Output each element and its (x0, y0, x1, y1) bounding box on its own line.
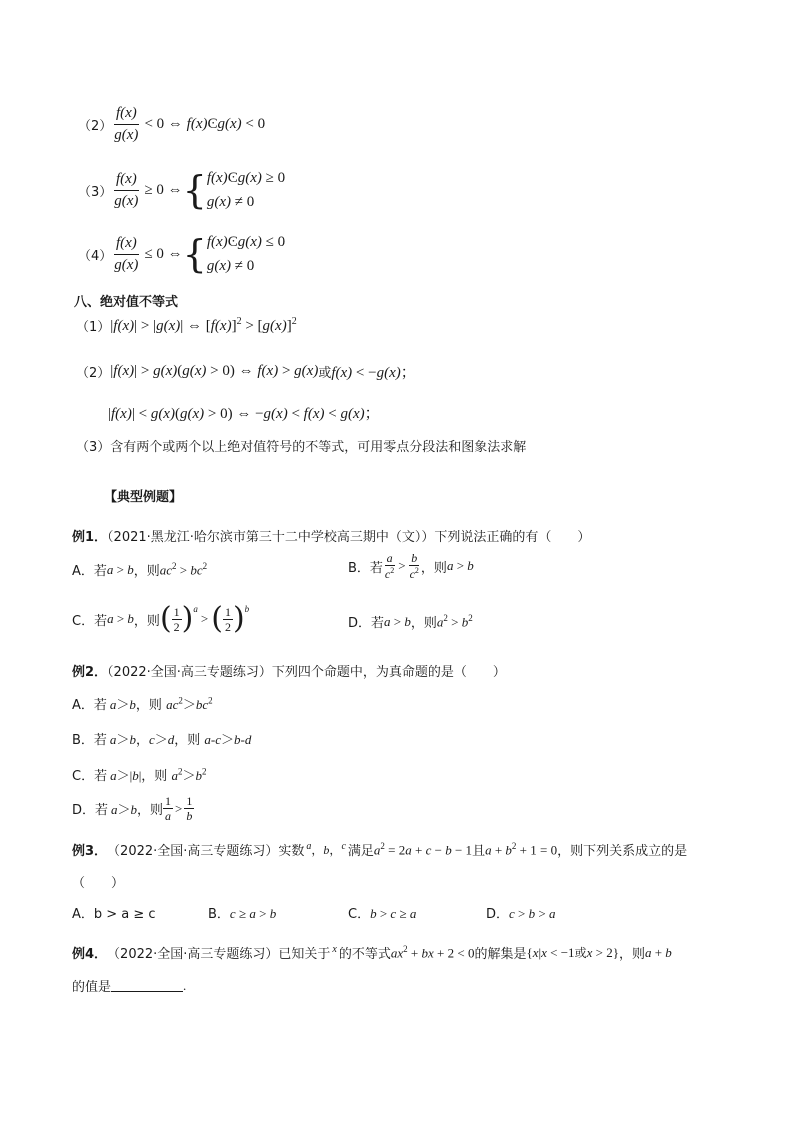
example-3-tag: 例3． (72, 844, 108, 859)
example-1-option-d (348, 612, 473, 631)
abs-rule-2b-formula: |f(x)| < g(x)(g(x) > 0) ⇔ −g(x) < f(x) < g(x)； (108, 406, 380, 422)
option-d-result: $a^2 > b^2$ (436, 612, 473, 630)
option-b-label: B．若 (72, 733, 107, 748)
example-4-line2 (72, 976, 186, 995)
example-3-option-a: A．b > a ≥ c (72, 907, 156, 922)
example-4-or: 或 (574, 946, 587, 960)
example-4-tag: 例4． (72, 947, 108, 962)
abs-rule-2b (108, 402, 380, 423)
example-2-source: （2022·全国·高三专题练习）下列四个命题中，为真命题的是（ ） (107, 665, 506, 680)
abs-rule-1-label: （1） (76, 320, 111, 335)
rule-2 (78, 106, 265, 143)
fraction-1-over-a: $\frac{1}{a}$ (165, 794, 172, 823)
example-4-set: {x|x < −1 (526, 944, 575, 960)
rule-3 (78, 166, 285, 214)
example-3-mid2: 且 (472, 844, 486, 859)
abs-rule-3: （3）含有两个或两个以上绝对值符号的不等式，可用零点分段法和图象法求解 (76, 440, 527, 455)
option-c-math: a＞|b|，则 $a^2>b^2$ (110, 766, 207, 784)
option-a-label: A．若 (72, 564, 107, 579)
example-1-option-b (348, 552, 474, 580)
example-1-tag: 例1． (72, 530, 108, 545)
option-d-label: D． (486, 907, 510, 922)
example-4-line2-text: 的值是 (72, 980, 112, 995)
left-paren: ( (211, 601, 223, 636)
answer-blank[interactable] (111, 979, 183, 992)
abs-rule-2-formula: |f(x)| > g(x)(g(x) > 0) ⇔ f(x) > g(x) (110, 363, 319, 379)
option-c-label: C．若 (72, 613, 108, 629)
example-3-paren: （ ） (72, 876, 125, 891)
fraction-b-over-c2: $\frac{b}{c^2}$ (409, 551, 419, 581)
option-d-label: D．若 (72, 803, 109, 818)
abs-rule-2-label: （2） (76, 366, 111, 381)
option-b-label: B．若 (348, 560, 383, 576)
fraction-f-over-g: $\frac{f(x)}{g(x)}$ (114, 234, 139, 273)
abs-rule-1 (76, 316, 297, 335)
gt-sign: > (200, 611, 209, 626)
gt-sign: > (175, 800, 183, 816)
abs-rule-2 (76, 361, 416, 382)
right-paren: ) (181, 601, 194, 636)
example-2-option-a (72, 694, 213, 713)
example-2-option-c (72, 765, 206, 784)
example-2-tag: 例2． (72, 665, 108, 680)
fraction-one-half: $\frac{1}{2}$ (224, 604, 231, 634)
rule-3-system: f(x)Ͼg(x) ≥ 0 g(x) ≠ 0 (206, 170, 286, 210)
option-c-label: C． (348, 907, 371, 922)
rule-2-label: （2） (78, 119, 113, 134)
option-c-cond: a > b (107, 611, 134, 626)
example-3-source: （2022·全国·高三专题练习）实数 (107, 844, 305, 859)
option-d-cond: a＞b，则 (111, 802, 164, 818)
option-a-math: a＞b，则 $ac^2>bc^2$ (109, 695, 213, 713)
example-3-eq1: $a^2 = 2a + c - b - 1$ (373, 840, 473, 858)
example-3-stem (72, 840, 687, 859)
example-3-mid1: 满足 (347, 844, 374, 859)
section-heading-absolute: 八、绝对值不等式 (74, 295, 179, 310)
period: . (183, 977, 187, 993)
fraction-a-over-c2: $\frac{a}{c^2}$ (384, 551, 395, 581)
right-paren: ) (232, 601, 245, 636)
example-4-mid2: 的解集是 (474, 947, 527, 962)
option-c-then: ，则 (133, 613, 160, 629)
example-4-stem (72, 943, 672, 962)
rule-4-label: （4） (78, 248, 113, 264)
exp-a: a (193, 604, 198, 614)
example-3-tail: ，则下列关系成立的是 (557, 844, 688, 859)
option-d-cond: a > b (384, 613, 411, 629)
rule-4-system: f(x)Ͼg(x) ≤ 0 g(x) ≠ 0 (206, 234, 286, 274)
option-a-label: A．若 (72, 698, 107, 713)
option-d-label: D．若 (348, 616, 385, 631)
exp-b: b (244, 604, 250, 614)
fraction-f-over-g: $\frac{f(x)}{g(x)}$ (114, 105, 139, 143)
abs-rule-2-or: 或 (318, 366, 332, 381)
example-4-var-x: x (332, 944, 337, 955)
abs-rule-2-formula-tail: f(x) < −g(x)； (331, 365, 416, 381)
rule-2-formula: < 0 ⇔ f(x)Ͼg(x) < 0 (144, 116, 266, 132)
abs-rule-1-formula: |f(x)| > |g(x)| ⇔ $[f(x)]^2 > [g(x)]^2$ (110, 316, 297, 334)
left-brace: { (182, 168, 207, 212)
example-2-option-b (72, 729, 251, 748)
rule-3-lhs: ≥ 0 ⇔ (144, 181, 183, 198)
option-a-then: ，则 (133, 564, 160, 579)
section-heading-examples: 【典型例题】 (104, 490, 183, 505)
option-b-label: B． (208, 907, 230, 922)
example-1-source: （2021·黑龙江·哈尔滨市第三十二中学校高三期中（文））下列说法正确的有（ ） (107, 530, 591, 545)
example-3-option-b: B．c ≥ a > b (208, 906, 277, 922)
left-paren: ( (159, 601, 172, 636)
example-3-option-d: D．c > b > a (486, 906, 556, 922)
rule-4-lhs: ≤ 0 ⇔ (144, 245, 183, 262)
fraction-f-over-g: $\frac{f(x)}{g(x)}$ (114, 170, 139, 209)
example-3-options (72, 903, 555, 922)
option-b-result: a > b (446, 558, 474, 573)
example-4-set-tail: x > 2} (586, 944, 619, 960)
option-c-label: C．若 (72, 769, 108, 784)
example-1-option-c (72, 601, 250, 636)
fraction-one-half: $\frac{1}{2}$ (173, 604, 180, 634)
example-4-sum: a + b (644, 944, 672, 960)
example-3-vars: $^a$，b，$^c$ (306, 841, 346, 857)
example-1-stem (72, 526, 590, 545)
option-b-then: ，则 (420, 560, 447, 576)
example-4-mid1: 的不等式 (338, 947, 391, 962)
example-4-tail: ，则 (618, 947, 645, 962)
left-brace: { (182, 232, 207, 276)
example-2-option-d (72, 795, 194, 822)
rule-3-label: （3） (78, 184, 113, 200)
fraction-1-over-b: $\frac{1}{b}$ (186, 794, 193, 823)
gt-sign: > (398, 558, 406, 573)
example-4-source: （2022·全国·高三专题练习）已知关于 (107, 947, 331, 962)
example-1-option-a (72, 560, 207, 579)
rule-4 (78, 230, 285, 278)
option-a-result: $ac^2 > bc^2$ (159, 560, 208, 578)
example-4-ineq: $ax^2$ + bx + 2 < 0 (390, 943, 475, 961)
example-2-stem (72, 661, 506, 680)
option-d-then: ，则 (410, 616, 437, 631)
example-3-option-c: C．b > c ≥ a (348, 906, 417, 922)
option-a-cond: a > b (106, 561, 134, 577)
option-b-math: a＞b，c＞d，则 a-c＞b-d (109, 732, 252, 748)
example-3-eq2: $a + b^2 + 1 = 0$ (485, 840, 558, 858)
